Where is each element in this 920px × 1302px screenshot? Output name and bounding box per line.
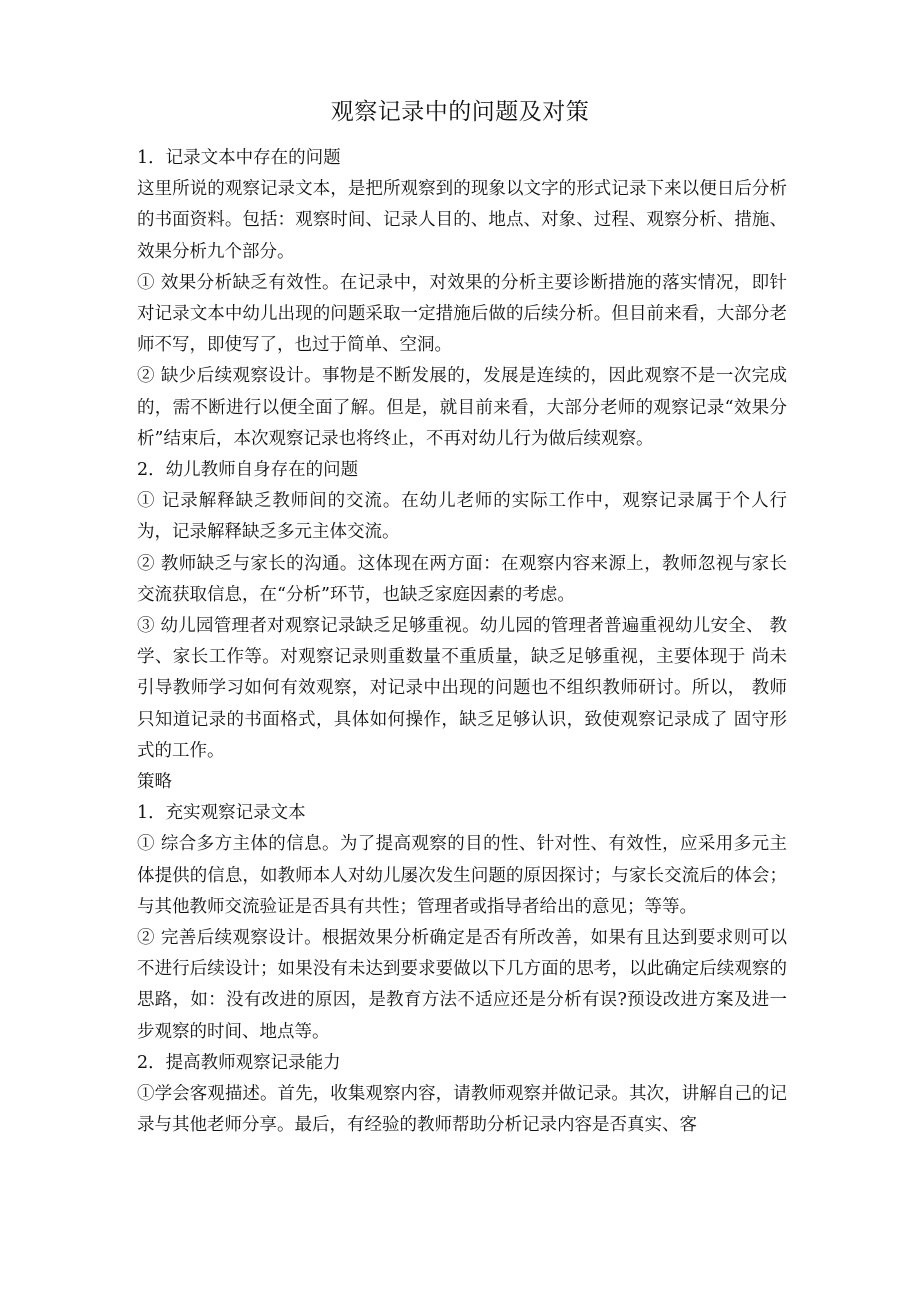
paragraph: 这里所说的观察记录文本，是把所观察到的现象以文字的形式记录下来以便日后分析的书面资料。包括：观察时间、记录人目的、地点、对象、过程、观察分析、措施、效果分析九个部分。 xyxy=(137,179,787,262)
paragraph: ①学会客观描述。首先，收集观察内容，请教师观察并做记录。其次，讲解自己的记录与其他老师分享。最后，有经验的教师帮助分析记录内容是否真实、客 xyxy=(137,1084,787,1136)
paragraph: 策略 xyxy=(137,772,172,793)
document-body xyxy=(137,143,787,1142)
paragraph: 1．记录文本中存在的问题 xyxy=(137,148,341,168)
paragraph: 2．提高教师观察记录能力 xyxy=(137,1052,341,1073)
paragraph: 1．充实观察记录文本 xyxy=(137,803,306,824)
paragraph: ② 教师缺乏与家长的沟通。这体现在两方面：在观察内容来源上，教师忽视与家长交流获取信息，在“分析”环节，也缺乏家庭因素的考虑。 xyxy=(137,553,787,605)
paragraph: ① 记录解释缺乏教师间的交流。在幼儿老师的实际工作中，观察记录属于个人行为，记录解释缺乏多元主体交流。 xyxy=(137,491,787,543)
paragraph: ② 缺少后续观察设计。事物是不断发展的，发展是连续的，因此观察不是一次完成的，需不断进行以便全面了解。但是，就目前来看，大部分老师的观察记录“效果分析”结束后，本次观察记录也将终止，不再对幼儿行为做后续观察。 xyxy=(137,366,787,449)
paragraph: ② 完善后续观察设计。根据效果分析确定是否有所改善，如果有且达到要求则可以不进行后续设计；如果没有未达到要求要做以下几方面的思考，以此确定后续观察的思路，如：没有改进的原因，是教育方法不适应还是分析有误?预设改进方案及进一步观察的时间、地点等。 xyxy=(137,928,787,1042)
paragraph: 2．幼儿教师自身存在的问题 xyxy=(137,460,359,481)
paragraph: ③ 幼儿园管理者对观察记录缺乏足够重视。幼儿园的管理者普遍重视幼儿安全、 教学、家长工作等。对观察记录则重数量不重质量，缺乏足够重视，主要体现于 尚未引导教师学习如何有效观察，对记录中出现的问题也不组织教师研讨。所以， 教师只知道记录的书面格式，具体如何操作，缺乏足够认识，致使观察记录成了 固守形式的工作。 xyxy=(137,616,787,761)
document-title: 观察记录中的问题及对策 xyxy=(330,99,590,125)
paragraph: ① 综合多方主体的信息。为了提高观察的目的性、针对性、有效性，应采用多元主体提供的信息，如教师本人对幼儿屡次发生问题的原因探讨；与家长交流后的体会；与其他教师交流验证是否具有共性；管理者或指导者给出的意见；等等。 xyxy=(137,834,787,917)
paragraph: ① 效果分析缺乏有效性。在记录中，对效果的分析主要诊断措施的落实情况，即针对记录文本中幼儿出现的问题采取一定措施后做的后续分析。但目前来看，大部分老师不写，即使写了，也过于简单、空洞。 xyxy=(137,272,787,356)
